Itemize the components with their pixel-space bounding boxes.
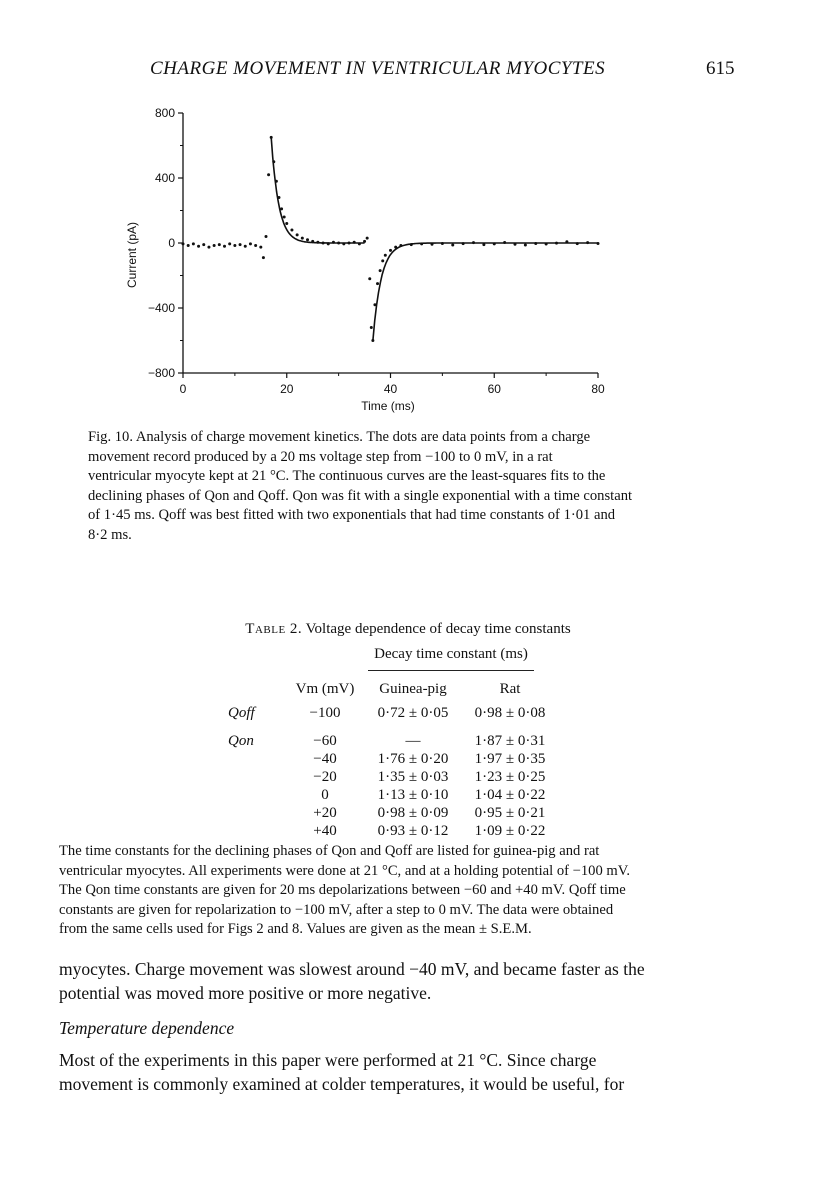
data-point — [223, 245, 226, 248]
data-point — [370, 326, 373, 329]
data-point — [262, 256, 265, 259]
data-point — [384, 254, 387, 257]
running-header — [0, 58, 816, 82]
data-point — [366, 237, 369, 240]
data-point — [306, 238, 309, 241]
table-cell-vm: 0 — [321, 787, 329, 803]
table-cell-guinea-pig: 1·35 ± 0·03 — [377, 769, 449, 785]
data-point — [218, 243, 221, 246]
figure-caption-text: Fig. 10. Analysis of charge movement kinetics. The dots are data points from a charge movement record produced by a 20 ms voltage step from −100 to 0 mV, in a rat ventricular myocyte kept at 21 °C. The continuous curves are the least-squares fits to the declining phases of Qon and Qoff. Qon was fit with a single exponential with a time constant of 1·45 ms. Qoff was best fitted with two exponentials that had time constants of 1·01 and 8·2 ms. — [88, 429, 633, 543]
table-cell-guinea-pig: 0·72 ± 0·05 — [377, 705, 449, 721]
data-point — [213, 244, 216, 247]
data-point — [259, 246, 262, 249]
table-title — [0, 621, 816, 638]
data-point — [389, 249, 392, 252]
table-footnote: The time constants for the declining phases of Qon and Qoff are listed for guinea-pig and rat ventricular myocytes. All experiments were done at 21 °C, and at a holding potential of −100 mV. The Qon time constants are given for 20 ms depolarizations between −60 and +40 mV. Qoff time constants are given for repolarization to −100 mV, after a step to 0 mV. The data were obtained from the same cells used for Figs 2 and 8. Values are given as the mean ± S.E.M. — [59, 843, 631, 937]
table-cell-vm: +40 — [313, 823, 337, 839]
body-paragraph: myocytes. Charge movement was slowest around −40 mV, and became faster as the potential was moved more positive or more negative. — [59, 959, 645, 1003]
table-cell-guinea-pig: — — [405, 733, 421, 749]
section-heading: Temperature dependence — [59, 1018, 235, 1038]
chart-fit-curves — [271, 137, 598, 340]
data-point — [301, 237, 304, 240]
x-tick-label: 60 — [487, 382, 501, 396]
x-tick-label: 0 — [179, 382, 187, 396]
chart-marks — [182, 136, 600, 342]
data-point — [524, 243, 527, 246]
y-tick-label: 800 — [154, 106, 175, 120]
table-header-guinea-pig: Guinea-pig — [379, 681, 447, 697]
data-point — [254, 244, 257, 247]
table-cell-guinea-pig: 1·76 ± 0·20 — [377, 751, 449, 767]
x-tick-label: 40 — [383, 382, 398, 396]
data-point — [379, 269, 382, 272]
data-point — [290, 229, 293, 232]
data-point — [233, 244, 236, 247]
data-point — [207, 246, 210, 249]
fit-curve — [271, 137, 364, 243]
data-point — [451, 243, 454, 246]
data-point — [381, 259, 384, 262]
table-cell-rat: 0·98 ± 0·08 — [474, 705, 546, 721]
running-title: CHARGE MOVEMENT IN VENTRICULAR MYOCYTES — [150, 58, 606, 79]
table-cell-rat: 0·95 ± 0·21 — [474, 805, 546, 821]
figure-caption — [88, 428, 700, 545]
table-span-header: Decay time constant (ms) — [374, 646, 528, 662]
x-tick-label: 80 — [591, 382, 605, 396]
table-span-rule — [368, 670, 534, 671]
y-tick-label: −400 — [147, 301, 175, 315]
data-point — [197, 245, 200, 248]
data-point — [265, 235, 268, 238]
data-point — [244, 245, 247, 248]
data-point — [283, 216, 286, 219]
y-tick-label: 400 — [154, 171, 175, 185]
table-cell-rat: 1·87 ± 0·31 — [474, 733, 546, 749]
data-point — [267, 173, 270, 176]
data-point — [187, 244, 190, 247]
data-point — [368, 277, 371, 280]
data-point — [285, 222, 288, 225]
y-tick-label: −800 — [147, 366, 175, 380]
table-cell-vm: −60 — [313, 733, 337, 749]
fit-curve — [373, 243, 598, 341]
x-axis-label: Time (ms) — [361, 399, 415, 413]
table-header-rat: Rat — [499, 681, 521, 697]
data-point — [192, 242, 195, 245]
table-cell-vm: −40 — [313, 751, 337, 767]
table-header-vm: Vm (mV) — [295, 681, 355, 697]
table-cell-rat: 1·97 ± 0·35 — [474, 751, 546, 767]
table-cell-guinea-pig: 0·93 ± 0·12 — [377, 823, 449, 839]
table-cell-vm: −100 — [309, 705, 341, 721]
charge-movement-chart — [120, 95, 620, 420]
table-title-text: Voltage dependence of decay time constants — [305, 621, 571, 637]
table-cell-rat: 1·09 ± 0·22 — [474, 823, 546, 839]
table-row-label: Qon — [228, 733, 254, 749]
x-tick-label: 20 — [280, 382, 294, 396]
table-cell-guinea-pig: 1·13 ± 0·10 — [377, 787, 449, 803]
table-cell-vm: +20 — [313, 805, 337, 821]
data-point — [182, 242, 185, 245]
chart-ticks — [148, 106, 605, 396]
y-tick-label: 0 — [168, 236, 175, 250]
data-point — [296, 233, 299, 236]
body-paragraph: Most of the experiments in this paper were performed at 21 °C. Since charge movement is commonly examined at colder temperatures, it would be useful, for — [59, 1050, 625, 1094]
table-cell-vm: −20 — [313, 769, 337, 785]
data-point — [239, 243, 242, 246]
table-cell-rat: 1·04 ± 0·22 — [474, 787, 546, 803]
data-point — [376, 282, 379, 285]
data-point — [228, 242, 231, 245]
page-number: 615 — [706, 58, 735, 79]
table-label: Table 2. — [245, 621, 303, 637]
data-point — [202, 243, 205, 246]
data-point — [249, 242, 252, 245]
table-cell-rat: 1·23 ± 0·25 — [474, 769, 546, 785]
table-row-label: Qoff — [228, 705, 255, 721]
table-cell-guinea-pig: 0·98 ± 0·09 — [377, 805, 449, 821]
y-axis-label: Current (pA) — [125, 221, 139, 289]
